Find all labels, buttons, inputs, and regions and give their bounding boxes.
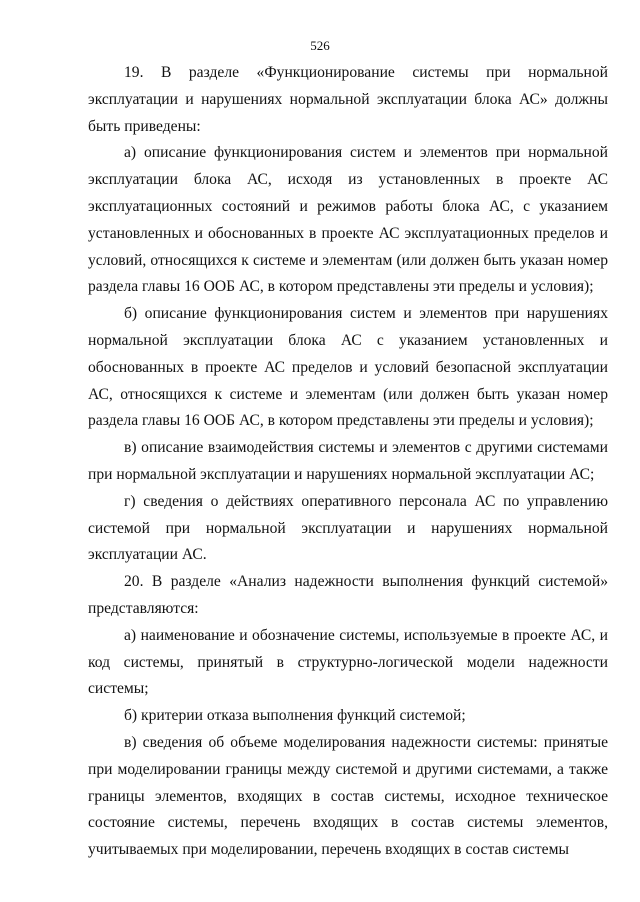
paragraph-19-intro: 19. В разделе «Функционирование системы при нормальной эксплуатации и нарушениях нормальной эксплуатации блока АС» должны быть приведены: [88, 64, 608, 135]
paragraph-19-b: б) описание функционирования систем и элементов при нарушениях нормальной эксплуатации блока АС с указанием установленных и обоснованных в проекте АС пределов и условий безопасной эксплуатации АС, относящихся к системе и элементам (или должен быть указан номер раздела главы 16 ООБ АС, в котором представлены эти пределы и условия); [88, 305, 608, 430]
paragraph-20-intro: 20. В разделе «Анализ надежности выполнения функций системой» представляются: [88, 573, 608, 617]
page-number: 526 [310, 38, 330, 53]
paragraph-20-a: а) наименование и обозначение системы, используемые в проекте АС, и код системы, принятый в структурно-логической модели надежности системы; [88, 626, 608, 698]
paragraph-19-v: в) описание взаимодействия системы и элементов с другими системами при нормальной эксплуатации и нарушениях нормальной эксплуатации АС; [88, 439, 608, 483]
paragraph-19-g: г) сведения о действиях оперативного персонала АС по управлению системой при нормальной эксплуатации и нарушениях нормальной эксплуатации АС. [88, 492, 608, 564]
paragraph-20-b: б) критерии отказа выполнения функций системой; [124, 707, 466, 725]
paragraph-20-v: в) сведения об объеме моделирования надежности системы: принятые при моделировании границы между системой и другими системами, а также границы элементов, входящих в состав системы, исходное техническое состояние системы, перечень входящих в состав системы элементов, учитываемых при моделировании, перечень входящих в состав системы [88, 733, 608, 859]
paragraph-19-a: а) описание функционирования систем и элементов при нормальной эксплуатации блока АС, исходя из установленных в проекте АС эксплуатационных состояний и режимов работы блока АС, с указанием установленных и обоснованных в проекте АС эксплуатационных пределов и условий, относящихся к системе и элементам (или должен быть указан номер раздела главы 16 ООБ АС, в котором представлены эти пределы и условия); [88, 144, 608, 296]
document-body [88, 60, 608, 864]
